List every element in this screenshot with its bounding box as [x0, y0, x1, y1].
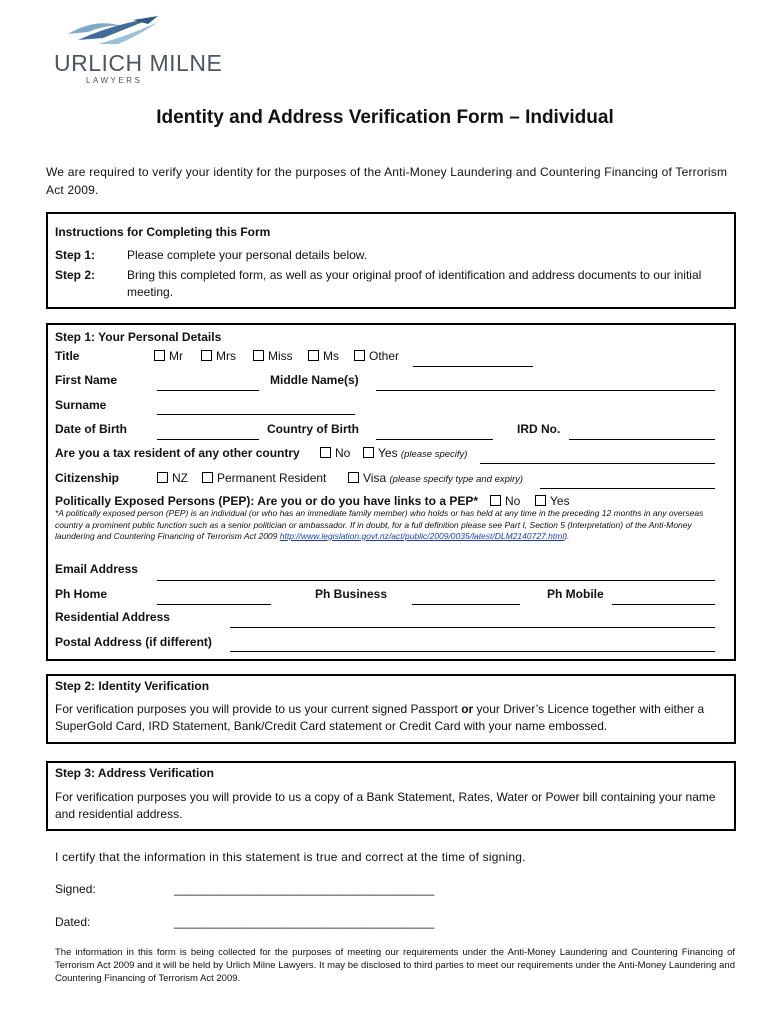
intro-paragraph: We are required to verify your identity for the purposes of the Anti-Money Laundering and Countering Financing of Terrorism Act 2009.	[46, 165, 728, 197]
visa-specify-field[interactable]	[540, 488, 715, 489]
middle-name-field[interactable]	[376, 390, 715, 391]
instructions-step2-text: Bring this completed form, as well as your original proof of identification and address documents to our initial meeting.	[127, 268, 702, 299]
checkbox-icon	[363, 447, 374, 458]
signed-field[interactable]: _______________________________________	[174, 882, 435, 896]
checkbox-icon	[154, 350, 165, 361]
country-of-birth-field[interactable]	[376, 439, 493, 440]
ph-business-label: Ph Business	[315, 587, 388, 601]
title-label: Title	[55, 349, 80, 363]
ph-business-field[interactable]	[412, 604, 520, 605]
tax-resident-label: Are you a tax resident of any other country	[55, 446, 300, 460]
country-of-birth-label: Country of Birth	[267, 422, 359, 436]
title-option-other[interactable]: Other	[354, 349, 399, 363]
instructions-step1-text: Please complete your personal details below.	[127, 248, 368, 262]
ph-mobile-label: Ph Mobile	[547, 587, 604, 601]
privacy-footer: The information in this form is being collected for the purposes of meeting our requirements under the Anti-Money Laundering and Countering Financing of Terrorism Act 2009 and it will be held by Urlich Milne Lawyers. It may be disclosed to third parties to meet our requirements under the Anti-Money Laundering and Countering Financing of Terrorism Act 2009.	[55, 947, 735, 984]
title-option-miss[interactable]: Miss	[253, 349, 293, 363]
surname-label: Surname	[55, 398, 107, 412]
certify-statement: I certify that the information in this statement is true and correct at the time of signing.	[55, 850, 526, 864]
checkbox-icon	[202, 472, 213, 483]
surname-field[interactable]	[157, 414, 355, 415]
identity-text: For verification purposes you will provide to us your current signed Passport or your Driver’s Licence together with either a SuperGold Card, IRD Statement, Bank/Credit Card statement or Credit Card with your name embossed.	[55, 702, 705, 733]
pep-footnote: *A politically exposed person (PEP) is an individual (or who has an immediate family member) who holds or has held at any time in the preceding 12 months in any overseas country a prominent public function such as a senior politician or ambassador. If in doubt, for a full definition please see Part I, Section 5 (Interpretation) of the Anti-Money laundering and Countering Financing of Terrorism Act 2009 http://www.legislation.govt.nz/act/public/2009/0035/latest/DLM2140727.html).	[55, 508, 704, 541]
title-other-field[interactable]	[413, 366, 533, 367]
instructions-step2-label: Step 2:	[55, 268, 96, 282]
checkbox-icon	[253, 350, 264, 361]
logo-wordmark: URLICH MILNE	[54, 50, 223, 76]
email-label: Email Address	[55, 562, 138, 576]
pep-no-option[interactable]: No	[490, 494, 520, 508]
citizenship-pr-option[interactable]: Permanent Resident	[202, 471, 326, 485]
instructions-heading: Instructions for Completing this Form	[55, 225, 271, 239]
citizenship-visa-option[interactable]: Visa (please specify type and expiry)	[348, 471, 523, 485]
tax-specify-field[interactable]	[480, 463, 715, 464]
ird-field[interactable]	[569, 439, 715, 440]
citizenship-label: Citizenship	[55, 471, 120, 485]
tax-yes-option[interactable]: Yes (please specify)	[363, 446, 467, 460]
title-option-mrs[interactable]: Mrs	[201, 349, 236, 363]
dob-field[interactable]	[157, 439, 259, 440]
checkbox-icon	[348, 472, 359, 483]
firm-logo	[48, 14, 223, 89]
ph-home-label: Ph Home	[55, 587, 108, 601]
logo-swoosh-icon	[58, 14, 168, 52]
address-heading: Step 3: Address Verification	[55, 766, 214, 780]
title-option-mr[interactable]: Mr	[154, 349, 183, 363]
checkbox-icon	[354, 350, 365, 361]
postal-address-label: Postal Address (if different)	[55, 635, 212, 649]
dated-label: Dated:	[55, 915, 91, 929]
checkbox-icon	[535, 495, 546, 506]
checkbox-icon	[490, 495, 501, 506]
middle-name-label: Middle Name(s)	[270, 373, 359, 387]
ph-mobile-field[interactable]	[612, 604, 715, 605]
instructions-step1-label: Step 1:	[55, 248, 96, 262]
postal-address-field[interactable]	[230, 651, 715, 652]
address-text: For verification purposes you will provide to us a copy of a Bank Statement, Rates, Water or Power bill containing your name and residential address.	[55, 790, 716, 821]
tax-no-option[interactable]: No	[320, 446, 350, 460]
pep-yes-option[interactable]: Yes	[535, 494, 570, 508]
first-name-label: First Name	[55, 373, 118, 387]
email-field[interactable]	[157, 580, 715, 581]
signed-label: Signed:	[55, 882, 96, 896]
title-option-ms[interactable]: Ms	[308, 349, 339, 363]
logo-subtitle: LAWYERS	[86, 76, 143, 85]
checkbox-icon	[157, 472, 168, 483]
personal-details-heading: Step 1: Your Personal Details	[55, 330, 222, 344]
residential-address-label: Residential Address	[55, 610, 170, 624]
citizenship-nz-option[interactable]: NZ	[157, 471, 188, 485]
pep-question: Politically Exposed Persons (PEP): Are you or do you have links to a PEP*	[55, 494, 479, 508]
ird-label: IRD No.	[517, 422, 561, 436]
checkbox-icon	[201, 350, 212, 361]
ph-home-field[interactable]	[157, 604, 271, 605]
checkbox-icon	[320, 447, 331, 458]
dob-label: Date of Birth	[55, 422, 127, 436]
residential-address-field[interactable]	[230, 627, 715, 628]
checkbox-icon	[308, 350, 319, 361]
legislation-link[interactable]: http://www.legislation.govt.nz/act/public/2009/0035/latest/DLM2140727.html	[279, 531, 565, 541]
page-title: Identity and Address Verification Form – Individual	[156, 107, 614, 128]
dated-field[interactable]: _______________________________________	[174, 915, 435, 929]
first-name-field[interactable]	[157, 390, 259, 391]
identity-heading: Step 2: Identity Verification	[55, 679, 210, 693]
